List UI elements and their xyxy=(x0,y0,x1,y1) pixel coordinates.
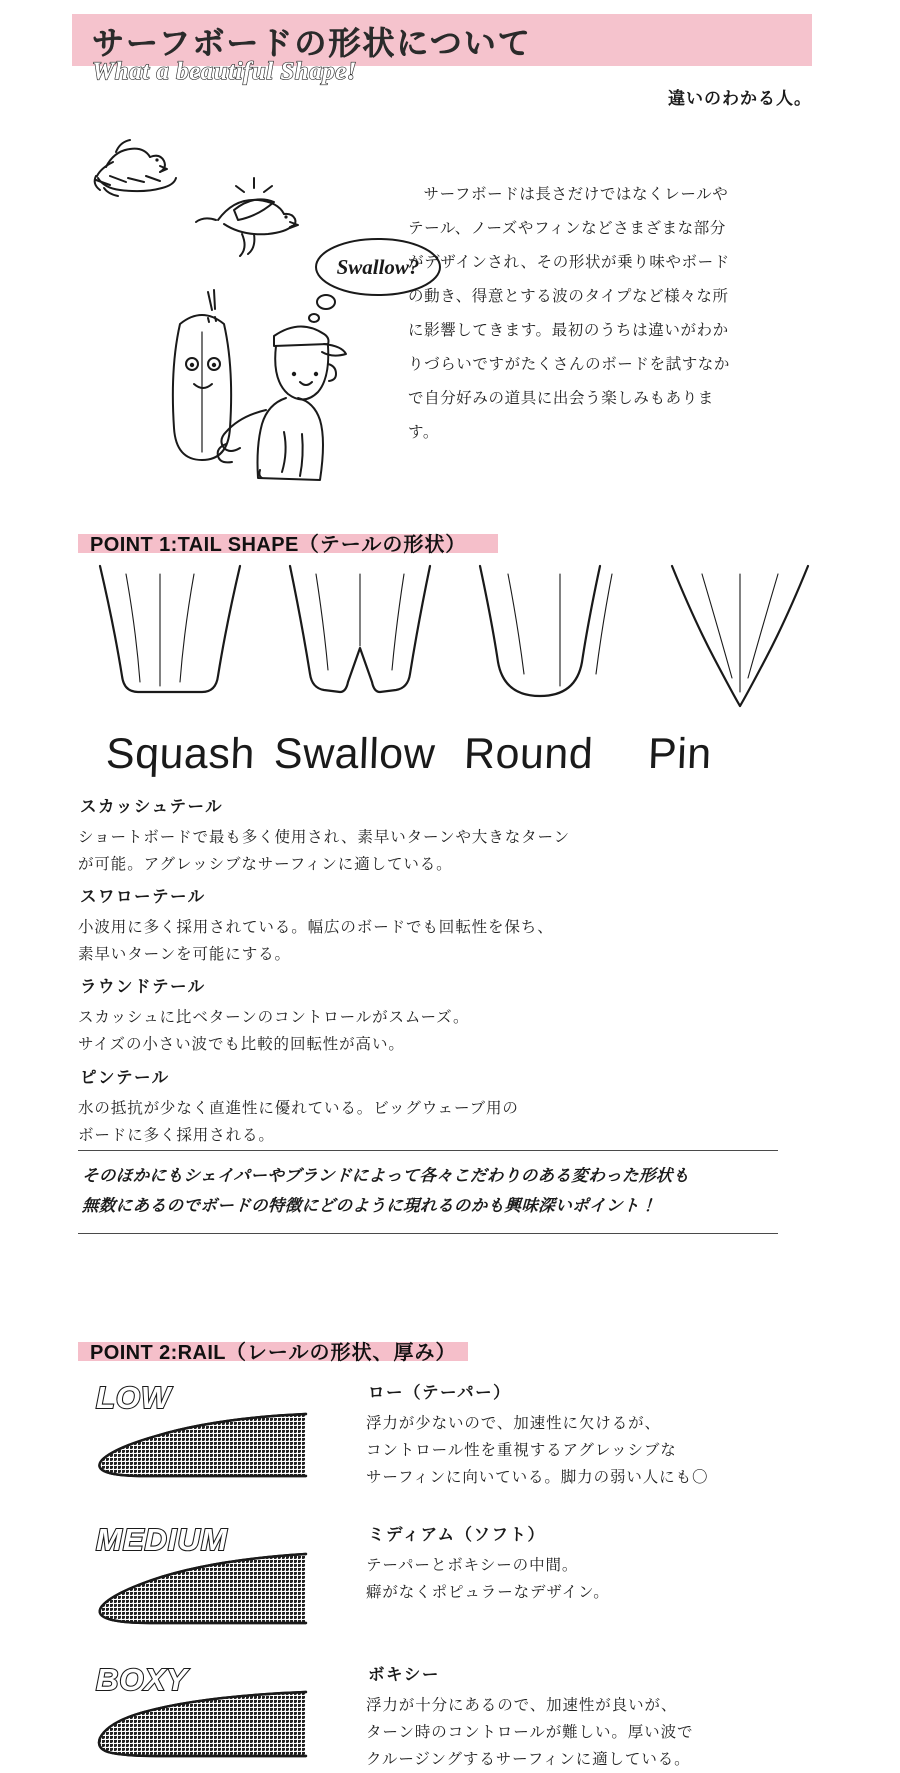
point2-label-ja: （レールの形状、厚み） xyxy=(225,1341,457,1364)
rail-text-low xyxy=(366,1378,806,1491)
tail-label-swallow: Swallow xyxy=(273,730,437,778)
desc-line: テーパーとボキシーの中間。 xyxy=(366,1557,579,1574)
rail-description-title: ロー（テーパー） xyxy=(366,1378,519,1405)
tail-shape-labels xyxy=(78,730,818,790)
rail-text-boxy xyxy=(366,1660,806,1773)
note-line: 無数にあるのでボードの特徴にどのように現れるのかも興味深いポイント！ xyxy=(81,1197,658,1215)
round-tail-diagram xyxy=(480,566,612,696)
rail-name-medium: MEDIUM xyxy=(96,1522,228,1557)
page-title-japanese: サーフボードの形状について xyxy=(92,25,532,61)
desc-line: サーフィンに向いている。脚力の弱い人にも〇 xyxy=(366,1469,709,1486)
pin-tail-diagram xyxy=(672,566,808,706)
tail-description-title: スワローテール xyxy=(78,882,214,909)
bird-nest-icon xyxy=(95,140,176,196)
tail-description-round xyxy=(78,972,758,1058)
rail-row-low xyxy=(78,1378,818,1486)
rail-text-medium xyxy=(366,1520,806,1606)
desc-line: コントロール性を重視するアグレッシブな xyxy=(366,1442,677,1459)
note-line: そのほかにもシェイパーやブランドによって各々こだわりのある変わった形状も xyxy=(81,1167,691,1185)
intro-paragraph xyxy=(408,178,738,450)
tail-label-pin: Pin xyxy=(647,730,713,778)
tail-description-body xyxy=(78,824,758,878)
desc-line: スカッシュに比ベターンのコントロールがスムーズ。 xyxy=(78,1009,470,1026)
rail-description-body xyxy=(366,1552,806,1606)
tail-description-body xyxy=(78,1004,758,1058)
desc-line: 浮力が少ないので、加速性に欠けるが、 xyxy=(366,1415,661,1432)
surfer-boy-illustration xyxy=(218,326,346,480)
point1-label: POINT 1:TAIL SHAPE xyxy=(90,533,299,556)
tail-description-body xyxy=(78,1095,758,1149)
desc-line: ショートボードで最も多く使用され、素早いターンや大きなターン xyxy=(78,829,571,846)
desc-line: 癖がなくポピュラーなデザイン。 xyxy=(366,1584,610,1601)
rail-row-boxy xyxy=(78,1660,818,1768)
desc-line: 素早いターンを可能にする。 xyxy=(78,946,291,963)
rail-name-boxy: BOXY xyxy=(96,1662,188,1697)
rail-name-low: LOW xyxy=(96,1380,172,1415)
squash-tail-diagram xyxy=(100,566,240,692)
point1-heading xyxy=(78,528,466,556)
point2-heading-text xyxy=(78,1336,457,1365)
header-kicker-text: 違いのわかる人。 xyxy=(668,89,812,108)
tail-description-swallow xyxy=(78,882,758,968)
tail-description-squash xyxy=(78,792,758,878)
flying-bird-icon xyxy=(196,178,298,256)
rail-description-body xyxy=(366,1692,806,1773)
swallow-tail-diagram xyxy=(290,566,430,692)
intro-illustration xyxy=(58,92,420,462)
rail-description-title: ミディアム（ソフト） xyxy=(366,1520,554,1547)
speech-bubble-text: Swallow? xyxy=(336,255,420,279)
desc-line: 水の抵抗が少なく直進性に優れている。ビッグウェーブ用の xyxy=(78,1100,519,1117)
tail-description-title: ラウンドテール xyxy=(78,972,214,999)
tail-description-title: スカッシュテール xyxy=(78,792,231,819)
desc-line: ターン時のコントロールが難しい。厚い波で xyxy=(366,1724,694,1741)
desc-line: クルージングするサーフィンに適している。 xyxy=(366,1751,691,1768)
point1-label-ja: （テールの形状） xyxy=(298,533,467,556)
point1-heading-text xyxy=(78,528,466,557)
desc-line: サイズの小さい波でも比較的回転性が高い。 xyxy=(78,1036,405,1053)
tail-label-squash: Squash xyxy=(105,730,256,778)
rail-row-medium xyxy=(78,1520,818,1620)
page-title-english: What a beautiful Shape! xyxy=(92,58,358,85)
tail-label-round: Round xyxy=(463,730,595,778)
tail-shape-diagrams xyxy=(78,560,818,740)
point2-heading xyxy=(78,1336,457,1364)
intro-paragraph-text: サーフボードは長さだけではなくレールやテール、ノーズやフィンなどさまざまな部分がデザインされ、その形状が乗り味やボードの動き、得意とする波のタイプなど様々な所に影響してきます。最初のうちは違いがわかりづらいですがたくさんのボードを試すなかで自分好みの道具に出会う楽しみもあります。 xyxy=(408,186,731,441)
point2-label: POINT 2:RAIL xyxy=(90,1341,226,1364)
rail-description-body xyxy=(366,1410,806,1491)
desc-line: 小波用に多く採用されている。幅広のボードでも回転性を保ち、 xyxy=(78,919,554,936)
tail-description-title: ピンテール xyxy=(78,1063,178,1090)
tail-description-body xyxy=(78,914,758,968)
desc-line: ボードに多く採用される。 xyxy=(78,1127,275,1144)
handwritten-note xyxy=(78,1150,778,1234)
tail-description-pin xyxy=(78,1063,758,1149)
desc-line: が可能。アグレッシブなサーフィンに適している。 xyxy=(78,856,453,873)
rail-description-title: ボキシー xyxy=(366,1660,448,1687)
desc-line: 浮力が十分にあるので、加速性が良いが、 xyxy=(366,1697,678,1714)
